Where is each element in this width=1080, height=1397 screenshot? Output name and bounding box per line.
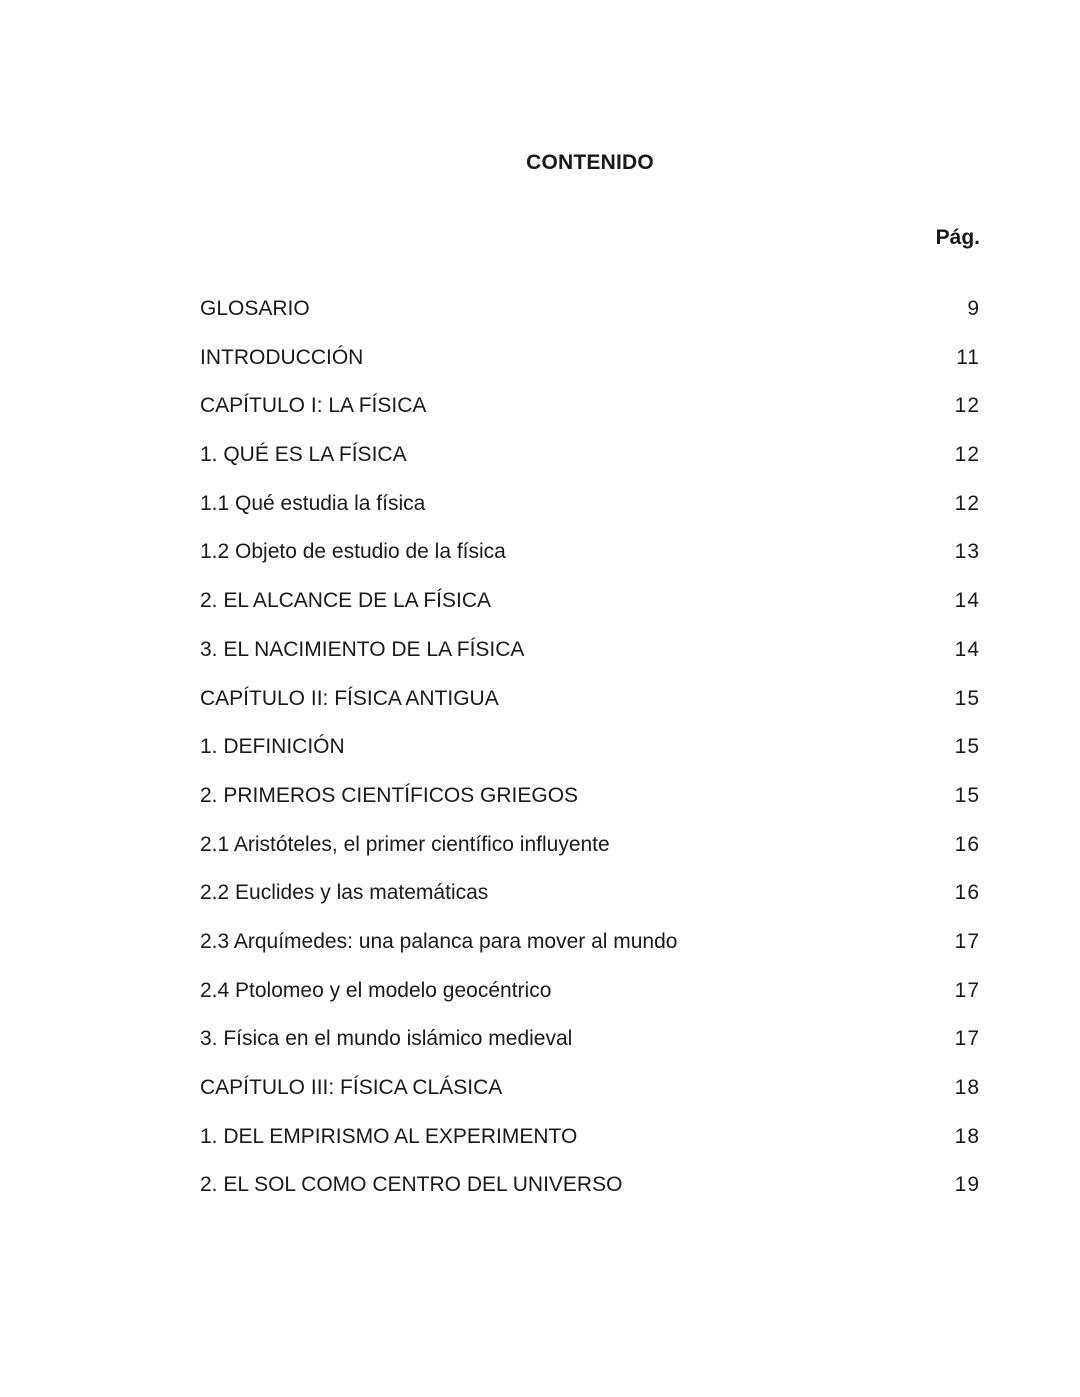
toc-entry[interactable] <box>200 394 980 443</box>
toc-entry[interactable] <box>200 930 980 979</box>
toc-entry-page: 15 <box>954 735 980 759</box>
toc-entry-label: 3. Física en el mundo islámico medieval <box>200 1027 573 1051</box>
toc-entry[interactable] <box>200 346 980 395</box>
toc-entry[interactable] <box>200 1027 980 1076</box>
toc-entry[interactable] <box>200 1125 980 1174</box>
toc-entry[interactable] <box>200 735 980 784</box>
toc-entry-page: 16 <box>954 832 980 856</box>
toc-entry[interactable] <box>200 1076 980 1125</box>
page-column-header: Pág. <box>935 226 980 249</box>
page-title: CONTENIDO <box>526 151 654 174</box>
toc-entry[interactable] <box>200 1173 980 1222</box>
toc-entry-label: 1. DEFINICIÓN <box>200 735 345 759</box>
toc-entry-page: 17 <box>954 978 980 1002</box>
toc-entry-page: 16 <box>954 881 980 905</box>
toc-entry-page: 14 <box>954 637 980 661</box>
toc-entry-page: 12 <box>954 491 980 515</box>
toc-entry[interactable] <box>200 297 980 346</box>
toc-entry[interactable] <box>200 443 980 492</box>
toc-entry-page: 15 <box>954 783 980 807</box>
toc-entry[interactable] <box>200 638 980 687</box>
table-of-contents <box>200 297 980 1222</box>
toc-entry-label: 2.1 Aristóteles, el primer científico influyente <box>200 832 610 856</box>
toc-entry[interactable] <box>200 492 980 541</box>
toc-entry[interactable] <box>200 687 980 736</box>
toc-entry-page: 11 <box>956 345 980 369</box>
toc-entry-page: 12 <box>954 394 980 418</box>
toc-entry[interactable] <box>200 540 980 589</box>
toc-entry-label: INTRODUCCIÓN <box>200 345 364 369</box>
toc-entry-page: 17 <box>954 929 980 953</box>
toc-entry-label: 2.4 Ptolomeo y el modelo geocéntrico <box>200 978 552 1002</box>
toc-entry[interactable] <box>200 833 980 882</box>
toc-entry-label: 2. EL ALCANCE DE LA FÍSICA <box>200 589 492 613</box>
toc-entry-label: CAPÍTULO II: FÍSICA ANTIGUA <box>200 686 499 710</box>
toc-entry-page: 17 <box>954 1027 980 1051</box>
toc-entry[interactable] <box>200 881 980 930</box>
toc-entry-page: 15 <box>954 686 980 710</box>
toc-entry-label: CAPÍTULO I: LA FÍSICA <box>200 394 427 418</box>
toc-entry-page: 9 <box>967 297 980 320</box>
toc-entry-label: 1.2 Objeto de estudio de la física <box>200 540 506 564</box>
toc-entry-label: 3. EL NACIMIENTO DE LA FÍSICA <box>200 637 525 661</box>
toc-entry-label: 1.1 Qué estudia la física <box>200 491 426 515</box>
toc-entry-label: CAPÍTULO III: FÍSICA CLÁSICA <box>200 1076 503 1099</box>
toc-entry-page: 14 <box>954 589 980 613</box>
toc-entry-page: 13 <box>954 540 980 564</box>
toc-entry-page: 12 <box>954 443 980 467</box>
toc-entry-label: 1. DEL EMPIRISMO AL EXPERIMENTO <box>200 1124 578 1148</box>
toc-entry-page: 19 <box>954 1173 980 1197</box>
toc-entry[interactable] <box>200 784 980 833</box>
toc-entry-label: 2.2 Euclides y las matemáticas <box>200 881 489 905</box>
toc-entry[interactable] <box>200 979 980 1028</box>
toc-entry-page: 18 <box>954 1124 980 1148</box>
toc-entry[interactable] <box>200 589 980 638</box>
toc-entry-label: 2. PRIMEROS CIENTÍFICOS GRIEGOS <box>200 783 579 807</box>
toc-entry-label: 2.3 Arquímedes: una palanca para mover al mundo <box>200 929 678 953</box>
toc-entry-label: 2. EL SOL COMO CENTRO DEL UNIVERSO <box>200 1173 623 1197</box>
toc-entry-label: GLOSARIO <box>200 297 310 320</box>
toc-entry-page: 18 <box>954 1076 980 1099</box>
toc-entry-label: 1. QUÉ ES LA FÍSICA <box>200 443 407 467</box>
